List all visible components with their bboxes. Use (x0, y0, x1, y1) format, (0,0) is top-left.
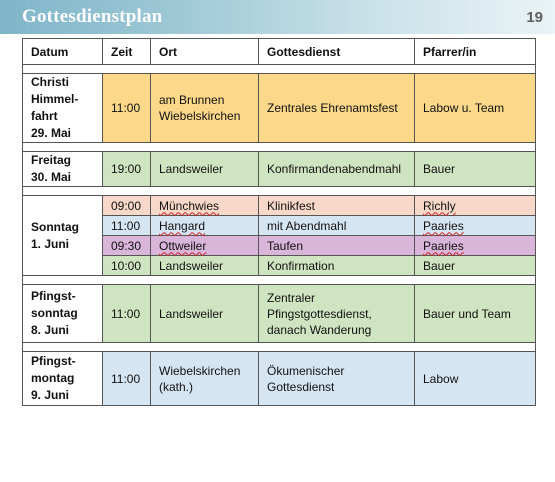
place-cell (151, 285, 259, 343)
text-line: Münchwies (159, 198, 220, 213)
table-row (23, 352, 536, 406)
place-cell (151, 216, 259, 236)
service-cell (259, 236, 415, 256)
spacer-row (23, 187, 536, 196)
service-cell (259, 196, 415, 216)
spacer-row (23, 143, 536, 152)
text-line: Zentraler (267, 290, 316, 305)
text-line: Konfirmation (267, 258, 335, 273)
place-cell (151, 352, 259, 406)
text-line: danach Wanderung (267, 322, 372, 337)
pastor-cell (415, 152, 536, 187)
time-cell: 11:00 (103, 74, 151, 143)
text-line: 29. Mai (31, 126, 72, 140)
place-cell (151, 74, 259, 143)
column-header-ort: Ort (151, 39, 259, 65)
place-cell (151, 256, 259, 276)
time-cell: 09:30 (103, 236, 151, 256)
text-line: mit Abendmahl (267, 218, 347, 233)
text-line: (kath.) (159, 379, 194, 394)
text-line: Ottweiler (159, 238, 207, 253)
place-cell (151, 236, 259, 256)
text-line: Paaries (423, 238, 464, 253)
time-cell: 09:00 (103, 196, 151, 216)
date-cell (23, 74, 103, 143)
text-line: fahrt (31, 109, 58, 123)
text-line: Wiebelskirchen (159, 109, 241, 123)
text-line: Labow (423, 371, 459, 386)
table-row (23, 285, 536, 343)
table-row (23, 196, 536, 216)
spacer-row (23, 343, 536, 352)
date-cell (23, 152, 103, 187)
text-line: Bauer und Team (423, 306, 511, 321)
text-line: Zentrales Ehrenamtsfest (267, 101, 398, 115)
text-line: Landsweiler (159, 258, 224, 273)
table-header-row (23, 39, 536, 65)
text-line: Konfirmandenabendmahl (267, 162, 402, 176)
text-line: Klinikfest (267, 198, 316, 213)
text-line: Freitag (31, 153, 72, 167)
time-cell: 11:00 (103, 352, 151, 406)
text-line: Paaries (423, 218, 464, 233)
text-line: am Brunnen (159, 93, 225, 107)
table-row (23, 152, 536, 187)
page-title: Gottesdienstplan (22, 6, 163, 27)
text-line: Sonntag (31, 219, 79, 234)
text-line: montag (31, 371, 75, 385)
text-line: 9. Juni (31, 388, 70, 402)
text-line: Himmel- (31, 92, 79, 106)
column-header-datum: Datum (23, 39, 103, 65)
column-header-pfarrer: Pfarrer/in (415, 39, 536, 65)
text-line: 30. Mai (31, 170, 72, 184)
pastor-cell (415, 285, 536, 343)
service-cell (259, 285, 415, 343)
service-cell (259, 256, 415, 276)
pastor-cell (415, 352, 536, 406)
table-body (23, 65, 536, 406)
text-line: Bauer (423, 258, 456, 273)
date-cell (23, 352, 103, 406)
text-line: Pfingst- (31, 354, 76, 368)
text-line: Ökumenischer (267, 363, 345, 378)
place-cell (151, 152, 259, 187)
text-line: Pfingstgottesdienst, (267, 306, 372, 321)
service-cell (259, 352, 415, 406)
text-line: Christi (31, 75, 70, 89)
text-line: Richly (423, 198, 456, 213)
table-row (23, 74, 536, 143)
service-schedule-table (22, 38, 536, 406)
service-cell (259, 74, 415, 143)
time-cell: 19:00 (103, 152, 151, 187)
pastor-cell (415, 74, 536, 143)
time-cell: 11:00 (103, 216, 151, 236)
text-line: Taufen (267, 238, 304, 253)
text-line: Hangard (159, 218, 206, 233)
text-line: Labow u. Team (423, 101, 505, 115)
column-header-gottesdienst: Gottesdienst (259, 39, 415, 65)
text-line: Wiebelskirchen (159, 363, 241, 378)
place-cell (151, 196, 259, 216)
column-header-zeit: Zeit (103, 39, 151, 65)
text-line: Gottesdienst (267, 379, 335, 394)
date-cell (23, 285, 103, 343)
spacer-row (23, 276, 536, 285)
service-cell (259, 152, 415, 187)
date-cell (23, 196, 103, 276)
title-banner (0, 0, 555, 34)
pastor-cell (415, 236, 536, 256)
pastor-cell (415, 216, 536, 236)
text-line: sonntag (31, 306, 78, 320)
text-line: Pfingst- (31, 289, 76, 303)
page-number: 19 (526, 9, 543, 26)
text-line: Bauer (423, 162, 456, 176)
text-line: 1. Juni (31, 236, 70, 251)
text-line: Landsweiler (159, 162, 224, 176)
text-line: 8. Juni (31, 323, 70, 337)
pastor-cell (415, 196, 536, 216)
time-cell: 10:00 (103, 256, 151, 276)
spacer-row (23, 65, 536, 74)
text-line: Landsweiler (159, 306, 224, 321)
time-cell: 11:00 (103, 285, 151, 343)
service-cell (259, 216, 415, 236)
pastor-cell (415, 256, 536, 276)
